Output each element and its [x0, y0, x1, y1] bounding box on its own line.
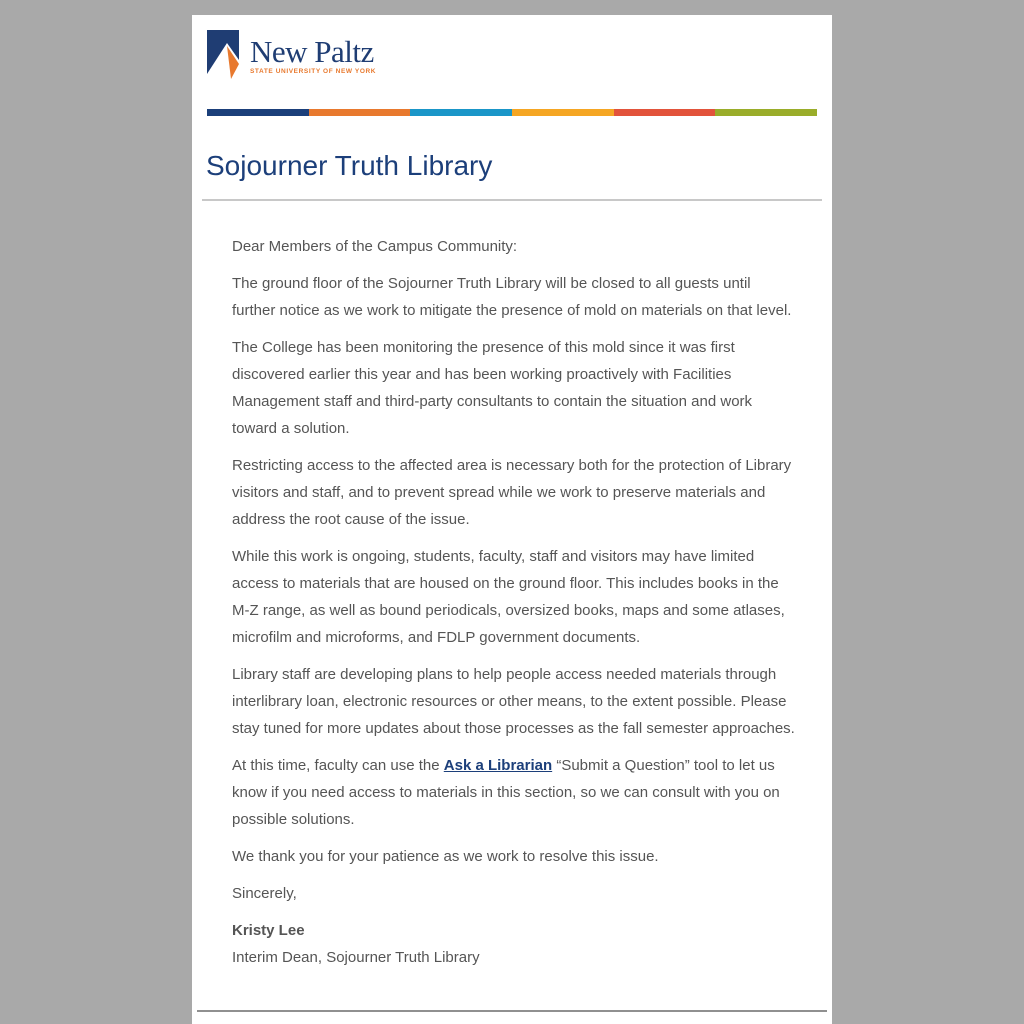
email-card [192, 15, 832, 1024]
paragraph: The ground floor of the Sojourner Truth Library will be closed to all guests until further notice as we work to mitigate the presence of mold on materials on that level. [232, 275, 792, 319]
message-body [232, 233, 797, 971]
signer-name: Kristy Lee [232, 922, 305, 939]
footer-divider [197, 1010, 827, 1012]
ask-a-librarian-link[interactable]: Ask a Librarian [443, 757, 553, 774]
paragraph: Restricting access to the affected area is necessary both for the protection of Library visitors and staff, and to prevent spread while we work to preserve materials and address the root cause of the issue. [232, 457, 792, 528]
paragraph: While this work is ongoing, students, faculty, staff and visitors may have limited access to materials that are housed on the ground floor. This includes books in the M-Z range, as well as bound periodicals, oversized books, maps and some atlases, microfilm and microforms, and FDLP government documents. [232, 548, 785, 646]
signer-title: Interim Dean, Sojourner Truth Library [232, 949, 480, 966]
text: At this time, faculty can use the [232, 757, 444, 774]
paragraph: The College has been monitoring the presence of this mold since it was first discovered earlier this year and has been working proactively with Facilities Management staff and third-party consultants to contain the situation and work toward a solution. [232, 339, 753, 437]
new-paltz-logo [207, 30, 387, 80]
paragraph: We thank you for your patience as we work to resolve this issue. [232, 848, 659, 865]
logo-mark-icon [207, 30, 241, 80]
logo-subtitle: STATE UNIVERSITY OF NEW YORK [250, 68, 377, 75]
color-bar [207, 109, 817, 116]
page-title: Sojourner Truth Library [206, 150, 493, 181]
divider [202, 199, 822, 201]
salutation: Dear Members of the Campus Community: [232, 238, 518, 255]
paragraph: Library staff are developing plans to help people access needed materials through interlibrary loan, electronic resources or other means, to the extent possible. Please stay tuned for more updates about those processes as the fall semester approaches. [232, 666, 795, 737]
closing: Sincerely, [232, 885, 297, 902]
paragraph-faculty [232, 752, 797, 833]
text: “Submit a Question” tool to let us know if you need access to materials in this section, so we can consult with you on possible solutions. [232, 757, 780, 828]
logo-text: New Paltz [250, 34, 374, 69]
